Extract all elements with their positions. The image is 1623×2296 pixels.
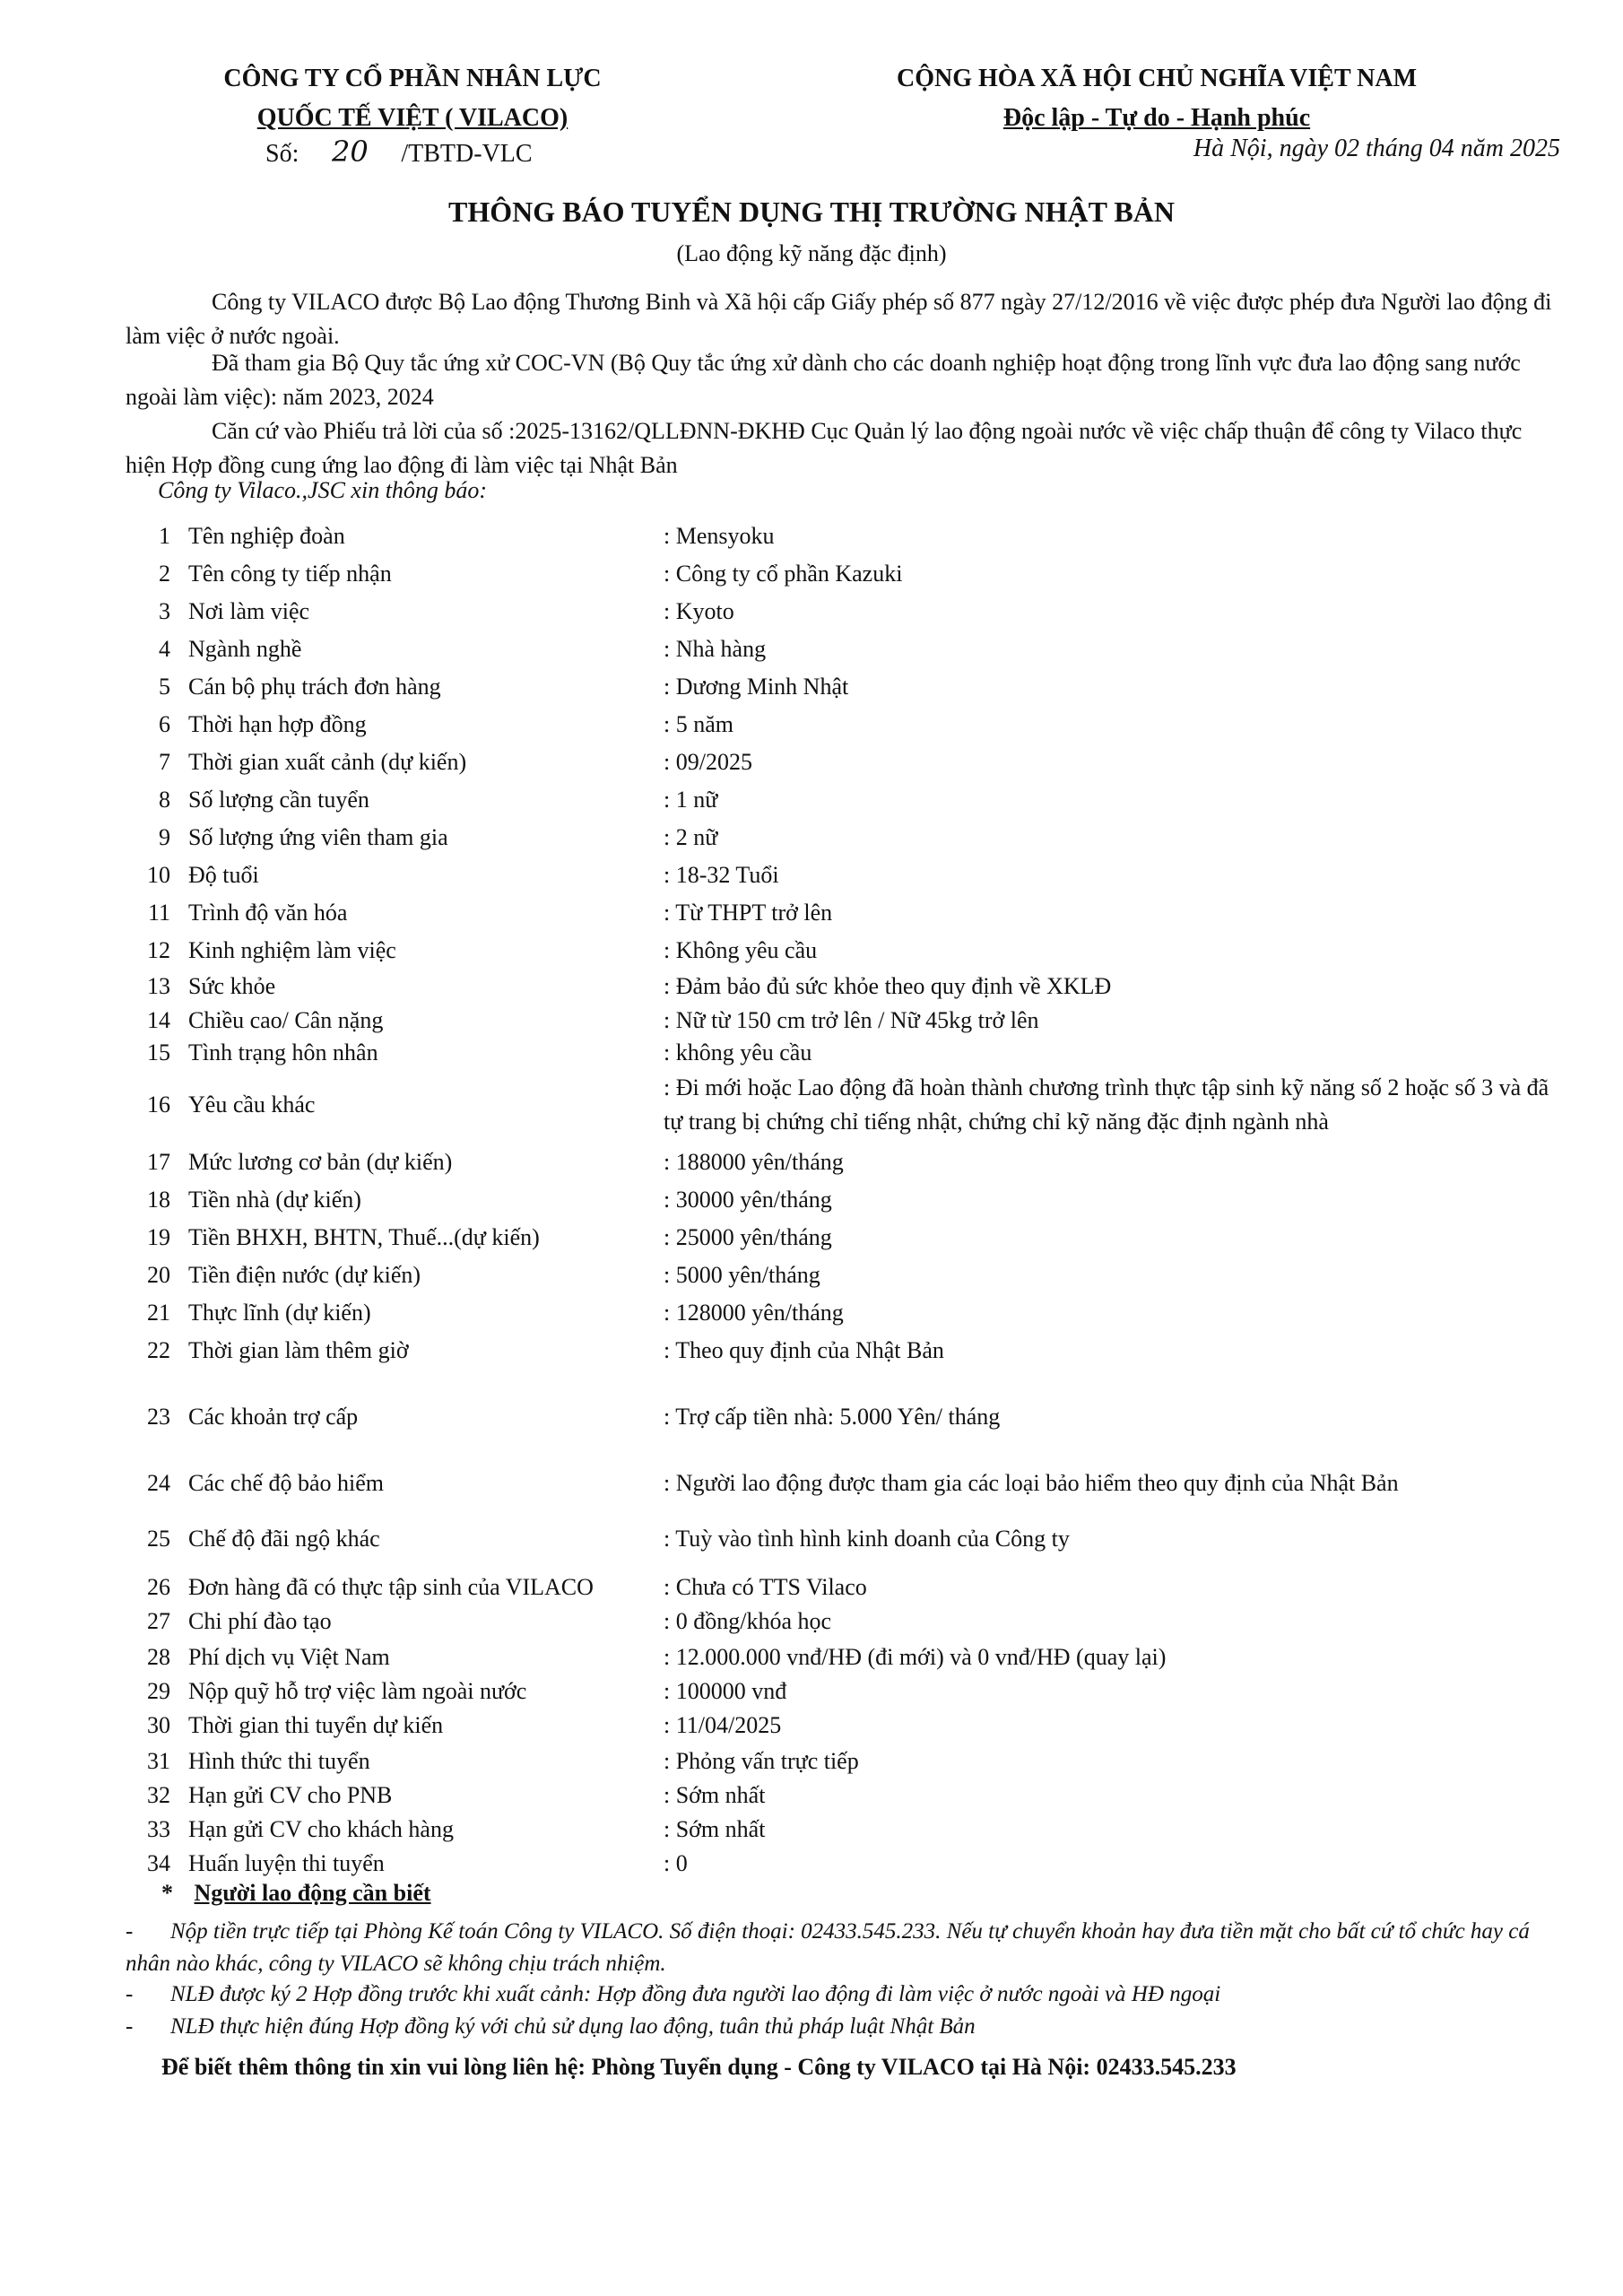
item-value: : Công ty cổ phần Kazuki [664, 561, 903, 587]
so-number-handwritten: 20 [332, 135, 369, 169]
item-value: : không yêu cầu [664, 1039, 812, 1065]
item-number: 15 [147, 1039, 170, 1065]
item-number: 20 [147, 1262, 170, 1288]
item-value: : 25000 yên/tháng [664, 1224, 832, 1250]
item-value: : Đi mới hoặc Lao động đã hoàn thành chương trình thực tập sinh kỹ năng số 2 hoặc số 3 và đã tự trang bị chứng chỉ tiếng nhật, chứng chỉ kỹ năng đặc định ngành nhà [664, 1074, 1549, 1135]
item-value: : 5 năm [664, 711, 733, 737]
item-number: 10 [147, 862, 170, 888]
item-label: Ngành nghề [188, 636, 302, 662]
item-value: : 100000 vnđ [664, 1678, 787, 1704]
paragraph-coc: Đã tham gia Bộ Quy tắc ứng xử COC-VN (Bộ Quy tắc ứng xử dành cho các doanh nghiệp hoạt động trong lĩnh vực đưa lao động sang nước ngoài làm việc): năm 2023, 2024 [126, 350, 1521, 410]
item-label: Tiền nhà (dự kiến) [188, 1187, 361, 1213]
item-value: : Nhà hàng [664, 636, 767, 662]
item-label: Yêu cầu khác [188, 1091, 316, 1118]
item-label: Sức khỏe [188, 973, 276, 999]
item-label: Các khoản trợ cấp [188, 1404, 359, 1430]
item-number: 16 [147, 1091, 170, 1118]
item-value: : 5000 yên/tháng [664, 1262, 820, 1288]
item-label: Thời gian xuất cảnh (dự kiến) [188, 749, 467, 775]
item-label: Thực lĩnh (dự kiến) [188, 1300, 371, 1326]
document-subtitle: (Lao động kỹ năng đặc định) [676, 240, 947, 266]
notes-star: * [161, 1880, 173, 1906]
item-number: 6 [159, 711, 170, 737]
item-label: Phí dịch vụ Việt Nam [188, 1644, 390, 1670]
item-value: : 1 nữ [664, 787, 718, 813]
item-number: 12 [147, 937, 170, 963]
item-value: : Người lao động được tham gia các loại bảo hiểm theo quy định của Nhật Bản [664, 1470, 1399, 1496]
item-label: Tiền BHXH, BHTN, Thuế...(dự kiến) [188, 1224, 540, 1250]
item-value: : 0 [664, 1850, 688, 1876]
item-number: 4 [159, 636, 170, 662]
company-header [161, 59, 664, 138]
item-value: : Sớm nhất [664, 1782, 766, 1808]
note-text: NLĐ thực hiện đúng Hợp đồng ký với chủ sử dụng lao động, tuân thủ pháp luật Nhật Bản [170, 2014, 976, 2039]
item-value: : Từ THPT trở lên [664, 900, 833, 926]
item-value: : Không yêu cầu [664, 937, 818, 963]
item-value: : 0 đồng/khóa học [664, 1608, 832, 1634]
item-number: 24 [147, 1470, 170, 1496]
item-value: : Sớm nhất [664, 1816, 766, 1842]
company-name-line1: CÔNG TY CỔ PHẦN NHÂN LỰC [223, 65, 602, 92]
item-number: 28 [147, 1644, 170, 1670]
item-number: 32 [147, 1782, 170, 1808]
item-value: : 09/2025 [664, 749, 752, 775]
item-number: 26 [147, 1574, 170, 1600]
item-number: 1 [159, 523, 170, 549]
intro-line: Công ty Vilaco.,JSC xin thông báo: [158, 477, 488, 503]
item-label: Hình thức thi tuyển [188, 1748, 370, 1774]
item-label: Trình độ văn hóa [188, 900, 348, 926]
item-label: Đơn hàng đã có thực tập sinh của VILACO [188, 1574, 594, 1600]
item-number: 27 [147, 1608, 170, 1634]
so-suffix: /TBTD-VLC [401, 140, 533, 168]
document-title: THÔNG BÁO TUYỂN DỤNG THỊ TRƯỜNG NHẬT BẢN [448, 196, 1175, 228]
item-number: 33 [147, 1816, 170, 1842]
item-number: 14 [147, 1007, 170, 1033]
document-number [265, 135, 533, 169]
item-label: Hạn gửi CV cho khách hàng [188, 1816, 454, 1842]
note-item [126, 1979, 1560, 2011]
item-value: : 30000 yên/tháng [664, 1187, 832, 1213]
note-item [126, 2011, 1560, 2043]
item-label: Chiều cao/ Cân nặng [188, 1007, 384, 1033]
item-label: Cán bộ phụ trách đơn hàng [188, 674, 441, 700]
item-label: Nộp quỹ hỗ trợ việc làm ngoài nước [188, 1678, 527, 1704]
item-value: : Mensyoku [664, 523, 775, 549]
item-number: 9 [159, 824, 170, 850]
item-number: 13 [147, 973, 170, 999]
notes-heading [161, 1880, 431, 1907]
nation-line1: CỘNG HÒA XÃ HỘI CHỦ NGHĨA VIỆT NAM [896, 65, 1418, 92]
item-label: Nơi làm việc [188, 598, 310, 624]
item-number: 21 [147, 1300, 170, 1326]
item-label: Thời hạn hợp đồng [188, 711, 367, 737]
company-name-line2: QUỐC TẾ VIỆT ( VILACO) [256, 104, 568, 132]
item-label: Tên nghiệp đoàn [188, 523, 345, 549]
note-item [126, 1916, 1560, 1980]
item-number: 19 [147, 1224, 170, 1250]
item-number: 17 [147, 1149, 170, 1175]
item-value: : 128000 yên/tháng [664, 1300, 844, 1326]
item-value: : Chưa có TTS Vilaco [664, 1574, 867, 1600]
item-number: 2 [159, 561, 170, 587]
item-label: Huấn luyện thi tuyển [188, 1850, 385, 1876]
item-label: Chế độ đãi ngộ khác [188, 1526, 380, 1552]
item-label: Tên công ty tiếp nhận [188, 561, 392, 587]
note-text: Nộp tiền trực tiếp tại Phòng Kế toán Công ty VILACO. Số điện thoại: 02433.545.233. Nếu tự chuyển khoản hay đưa tiền mặt cho bất cứ tổ chức hay cá nhân nào khác, công ty VILACO sẽ không chịu trách nhiệm. [126, 1919, 1530, 1976]
note-dash: - [126, 1982, 134, 2006]
item-value: : 18-32 Tuổi [664, 862, 779, 888]
item-number: 34 [147, 1850, 170, 1876]
paragraph-license: Công ty VILACO được Bộ Lao động Thương Binh và Xã hội cấp Giấy phép số 877 ngày 27/12/2016 về việc được phép đưa Người lao động đi làm việc ở nước ngoài. [126, 289, 1552, 349]
item-label: Số lượng ứng viên tham gia [188, 824, 448, 850]
item-value: : Theo quy định của Nhật Bản [664, 1337, 944, 1363]
item-number: 18 [147, 1187, 170, 1213]
item-number: 23 [147, 1404, 170, 1430]
paragraph-basis: Căn cứ vào Phiếu trả lời của số :2025-13162/QLLĐNN-ĐKHĐ Cục Quản lý lao động ngoài nước về việc chấp thuận để công ty Vilaco thực hiện Hợp đồng cung ứng lao động đi làm việc tại Nhật Bản [126, 418, 1523, 478]
item-number: 3 [159, 598, 170, 624]
note-dash: - [126, 1919, 134, 1944]
item-value: : Nữ từ 150 cm trở lên / Nữ 45kg trở lên [664, 1007, 1039, 1033]
document-date: Hà Nội, ngày 02 tháng 04 năm 2025 [1193, 135, 1560, 162]
item-number: 29 [147, 1678, 170, 1704]
item-label: Thời gian làm thêm giờ [188, 1337, 409, 1363]
item-number: 25 [147, 1526, 170, 1552]
item-value: : 188000 yên/tháng [664, 1149, 844, 1175]
nation-header [807, 59, 1506, 138]
item-label: Hạn gửi CV cho PNB [188, 1782, 393, 1808]
item-value: : 2 nữ [664, 824, 718, 850]
so-label: Số: [265, 140, 299, 168]
notes-heading-text: Người lao động cần biết [194, 1880, 431, 1906]
item-label: Kinh nghiệm làm việc [188, 937, 396, 963]
item-number: 30 [147, 1712, 170, 1738]
item-label: Các chế độ bảo hiểm [188, 1470, 385, 1496]
item-number: 7 [159, 749, 170, 775]
item-number: 11 [147, 900, 170, 926]
item-value: : 11/04/2025 [664, 1712, 782, 1738]
item-label: Số lượng cần tuyển [188, 787, 369, 813]
item-label: Tình trạng hôn nhân [188, 1039, 378, 1065]
item-value: : Dương Minh Nhật [664, 674, 849, 700]
item-value: : Tuỳ vào tình hình kinh doanh của Công ty [664, 1526, 1070, 1552]
item-label: Chi phí đào tạo [188, 1608, 332, 1634]
item-value: : 12.000.000 vnđ/HĐ (đi mới) và 0 vnđ/HĐ (quay lại) [664, 1644, 1167, 1670]
item-label: Độ tuổi [188, 862, 259, 888]
note-text: NLĐ được ký 2 Hợp đồng trước khi xuất cảnh: Hợp đồng đưa người lao động đi làm việc ở nước ngoài và HĐ ngoại [170, 1982, 1221, 2006]
item-number: 22 [147, 1337, 170, 1363]
item-number: 31 [147, 1748, 170, 1774]
item-number: 5 [159, 674, 170, 700]
nation-motto: Độc lập - Tự do - Hạnh phúc [1002, 104, 1311, 132]
contact-line: Để biết thêm thông tin xin vui lòng liên hệ: Phòng Tuyển dụng - Công ty VILACO tại Hà Nội: 02433.545.233 [161, 2054, 1237, 2080]
item-value: : Đảm bảo đủ sức khỏe theo quy định về XKLĐ [664, 973, 1112, 999]
item-value: : Kyoto [664, 598, 734, 624]
item-number: 8 [159, 787, 170, 813]
item-label: Tiền điện nước (dự kiến) [188, 1262, 421, 1288]
note-dash: - [126, 2014, 134, 2039]
item-label: Mức lương cơ bản (dự kiến) [188, 1149, 453, 1175]
item-value: : Phỏng vấn trực tiếp [664, 1748, 859, 1774]
item-value: : Trợ cấp tiền nhà: 5.000 Yên/ tháng [664, 1404, 1001, 1430]
item-label: Thời gian thi tuyển dự kiến [188, 1712, 444, 1738]
